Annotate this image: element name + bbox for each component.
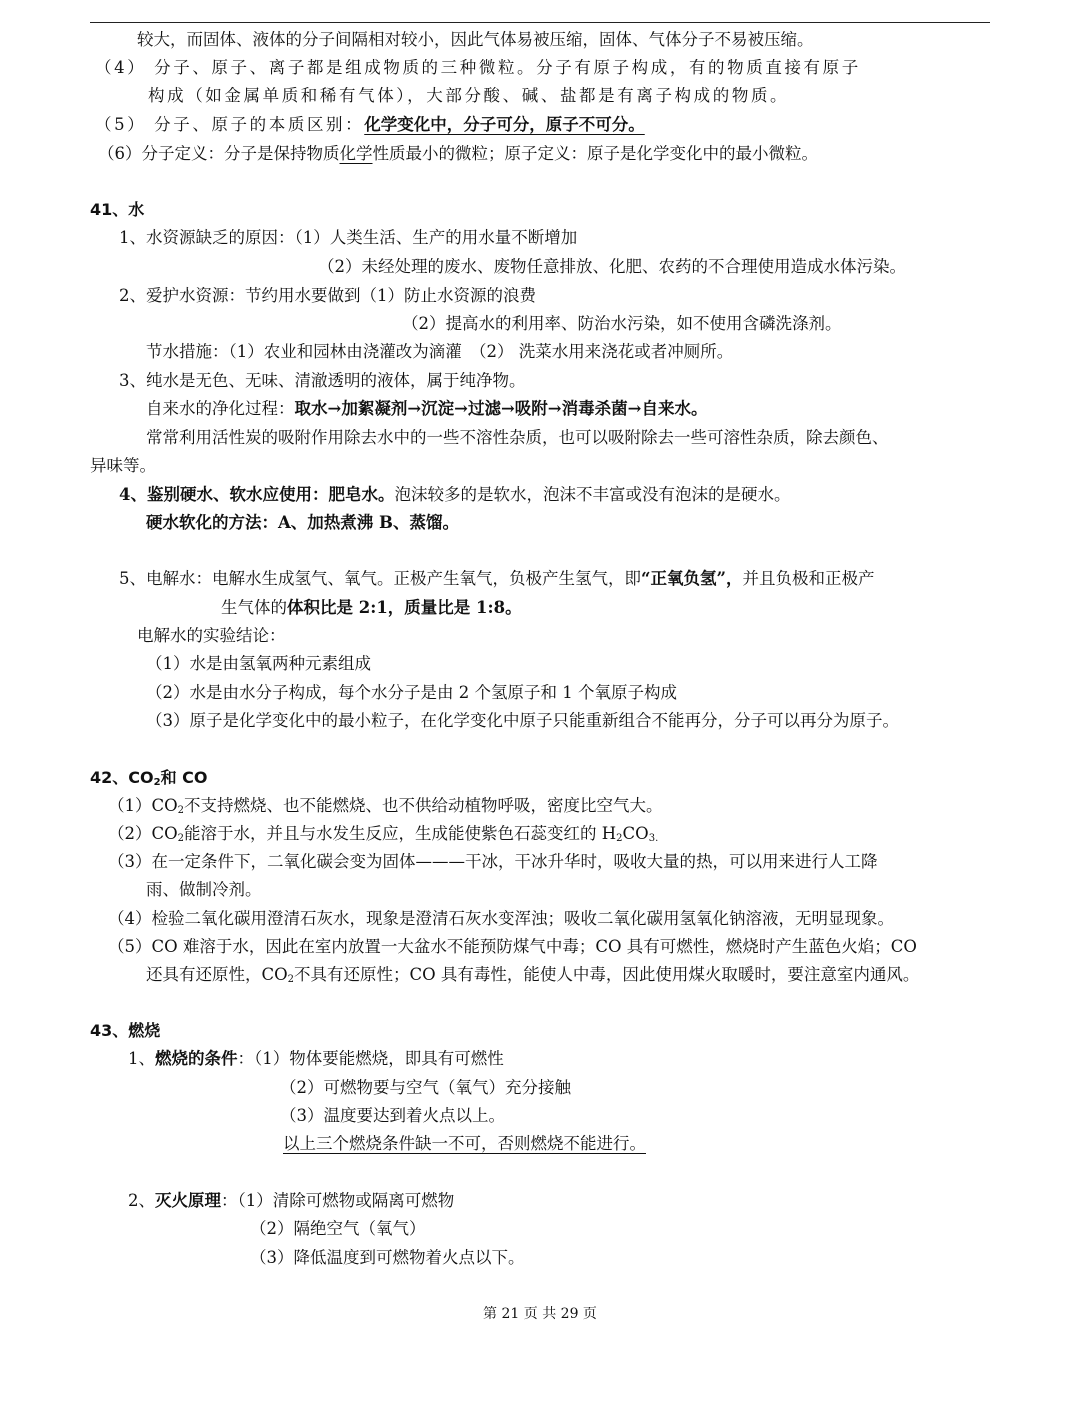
- s43-condition-1-text: ：（1）物体要能燃烧，即具有可燃性: [237, 1049, 504, 1068]
- s41-p5-bold: “正氧负氢”，: [641, 569, 743, 588]
- s43-condition-label: 燃烧的条件: [155, 1049, 238, 1068]
- intro-item-6-text-a: （6）分子定义：分子是保持物质: [98, 144, 340, 163]
- s41-p5-line-2: [221, 595, 522, 621]
- s41-p5-ratio: 体积比是 2:1，质量比是 1:8。: [287, 598, 522, 617]
- s43-condition-3: （3）温度要达到着火点以上。: [280, 1106, 505, 1125]
- s43-condition-1: [128, 1046, 504, 1072]
- s43-fire-2: （2）隔绝空气（氧气）: [250, 1219, 426, 1238]
- s42-item-1-b: 不支持燃烧、也不能燃烧、也不供给动植物呼吸，密度比空气大。: [184, 796, 663, 815]
- s41-purification-label: 自来水的净化过程：: [146, 399, 295, 418]
- s41-p4-line-1: [119, 482, 790, 508]
- s41-p1-line-2: （2）未经处理的废水、废物任意排放、化肥、农药的不合理使用造成水体污染。: [318, 257, 906, 276]
- s43-fire-1-text: ：（1）清除可燃物或隔离可燃物: [221, 1191, 455, 1210]
- s41-p2-line-1: 2、爱护水资源：节约用水要做到（1）防止水资源的浪费: [119, 286, 536, 305]
- s42-item-5-cont-a: 还具有还原性，CO: [146, 965, 288, 984]
- s41-p5-conclusion-1: （1）水是由氢氧两种元素组成: [146, 654, 371, 673]
- s42-item-2: [108, 821, 658, 847]
- s42-item-1-sub: 2: [177, 805, 185, 816]
- section-42-title-b: 和 CO: [160, 768, 208, 787]
- s43-condition-2: （2）可燃物要与空气（氧气）充分接触: [280, 1078, 571, 1097]
- header-rule: [90, 22, 990, 23]
- s42-item-2-sub3: 3.: [648, 833, 659, 844]
- s42-item-3: （3）在一定条件下，二氧化碳会变为固体———干冰，干冰升华时，吸收大量的热，可以用来进行人工降: [108, 852, 878, 871]
- s42-item-5-cont-b: 不具有还原性；CO 具有毒性，能使人中毒，因此使用煤火取暖时，要注意室内通风。: [294, 965, 920, 984]
- s41-p5-line-1: [119, 566, 874, 592]
- intro-line-1: 较大，而固体、液体的分子间隔相对较小，因此气体易被压缩，固体、气体分子不易被压缩。: [137, 30, 814, 49]
- s42-item-5-cont: [146, 962, 919, 988]
- s43-fire-label: 灭火原理: [155, 1191, 221, 1210]
- s41-p5-conclusion-2: （2）水是由水分子构成，每个水分子是由 2 个氢原子和 1 个氧原子构成: [146, 683, 677, 702]
- s43-condition-note: 以上三个燃烧条件缺一不可，否则燃烧不能进行。: [283, 1134, 646, 1153]
- s41-p2-line-2: （2）提高水的利用率、防治水污染，如不使用含磷洗涤剂。: [402, 314, 842, 333]
- s41-p5-conclusion-title: 电解水的实验结论：: [137, 626, 286, 645]
- s42-item-2-c: CO: [622, 824, 649, 843]
- s41-p5-text-a: 5、电解水：电解水生成氢气、氧气。正极产生氧气，负极产生氢气，即: [119, 569, 641, 588]
- s41-p3-line-1: 3、纯水是无色、无味、清澈透明的液体，属于纯净物。: [119, 371, 526, 390]
- s42-item-2-b: 能溶于水，并且与水发生反应，生成能使紫色石蕊变红的 H: [184, 824, 617, 843]
- s43-condition-num: 1、: [128, 1049, 155, 1068]
- s43-fire-1: [128, 1188, 454, 1214]
- s41-p3-line-3: 常常利用活性炭的吸附作用除去水中的一些不溶性杂质，也可以吸附除去一些可溶性杂质，除去颜色、: [146, 428, 889, 447]
- s41-p5-text-b: 并且负极和正极产: [742, 569, 875, 588]
- s42-item-3-cont: 雨、做制冷剂。: [146, 880, 262, 899]
- intro-item-6: [98, 141, 818, 167]
- page-number: 第 21 页 共 29 页: [483, 1306, 597, 1322]
- s42-item-1-a: （1）CO: [108, 796, 178, 815]
- s43-fire-3: （3）降低温度到可燃物着火点以下。: [250, 1248, 525, 1267]
- intro-item-4: （4） 分子、原子、离子都是组成物质的三种微粒。分子有原子构成，有的物质直接有原子: [95, 58, 861, 77]
- intro-item-6-text-b: 性质最小的微粒；原子定义：原子是化学变化中的最小微粒。: [372, 144, 818, 163]
- s42-item-5-cont-sub: 2: [287, 974, 295, 985]
- s41-p5-conclusion-3: （3）原子是化学变化中的最小粒子，在化学变化中原子只能重新组合不能再分，分子可以再分为原子。: [146, 711, 899, 730]
- intro-item-5-emphasis: 化学变化中，分子可分，原子不可分。: [364, 115, 645, 134]
- s42-item-4: （4）检验二氧化碳用澄清石灰水，现象是澄清石灰水变浑浊；吸收二氧化碳用氢氧化钠溶液，无明显现象。: [108, 909, 894, 928]
- intro-item-4-cont: 构成（如金属单质和稀有气体），大部分酸、碱、盐都是有离子构成的物质。: [148, 86, 790, 105]
- section-42-title-a: 42、CO: [90, 768, 154, 787]
- s41-p4-text: 泡沫较多的是软水，泡沫不丰富或没有泡沫的是硬水。: [394, 485, 791, 504]
- s41-p3-line-4: 异味等。: [90, 456, 156, 475]
- s42-item-2-a: （2）CO: [108, 824, 178, 843]
- s41-purification-steps: 取水→加絮凝剂→沉淀→过滤→吸附→消毒杀菌→自来水。: [294, 399, 708, 418]
- s42-item-2-sub: 2: [177, 833, 185, 844]
- section-42-title-sub: 2: [153, 777, 161, 788]
- s41-purification: [146, 396, 707, 422]
- s41-p1-line-1: 1、水资源缺乏的原因：（1）人类生活、生产的用水量不断增加: [119, 228, 578, 247]
- intro-item-6-underlined: 化学: [339, 144, 373, 163]
- s41-p4-bold: 4、鉴别硬水、软水应使用：肥皂水。: [119, 485, 395, 504]
- s42-item-5: （5）CO 难溶于水，因此在室内放置一大盆水不能预防煤气中毒；CO 具有可燃性，燃烧时产生蓝色火焰；CO: [108, 937, 917, 956]
- s42-item-2-sub2: 2: [616, 833, 623, 844]
- section-41-title: 41、水: [90, 200, 145, 219]
- s42-item-1: [108, 793, 663, 819]
- section-42-title: [90, 765, 208, 791]
- section-43-title: 43、燃烧: [90, 1021, 161, 1040]
- s41-p5-ratio-label: 生气体的: [221, 598, 287, 617]
- s43-fire-num: 2、: [128, 1191, 155, 1210]
- s41-water-saving: 节水措施：（1）农业和园林由浇灌改为滴灌 （2） 洗菜水用来浇花或者冲厕所。: [146, 342, 734, 361]
- intro-item-5-text: （5） 分子、原子的本质区别：: [95, 115, 365, 134]
- s41-p4-line-2: 硬水软化的方法：A、加热煮沸 B、蒸馏。: [146, 513, 459, 532]
- intro-item-5: [95, 112, 645, 138]
